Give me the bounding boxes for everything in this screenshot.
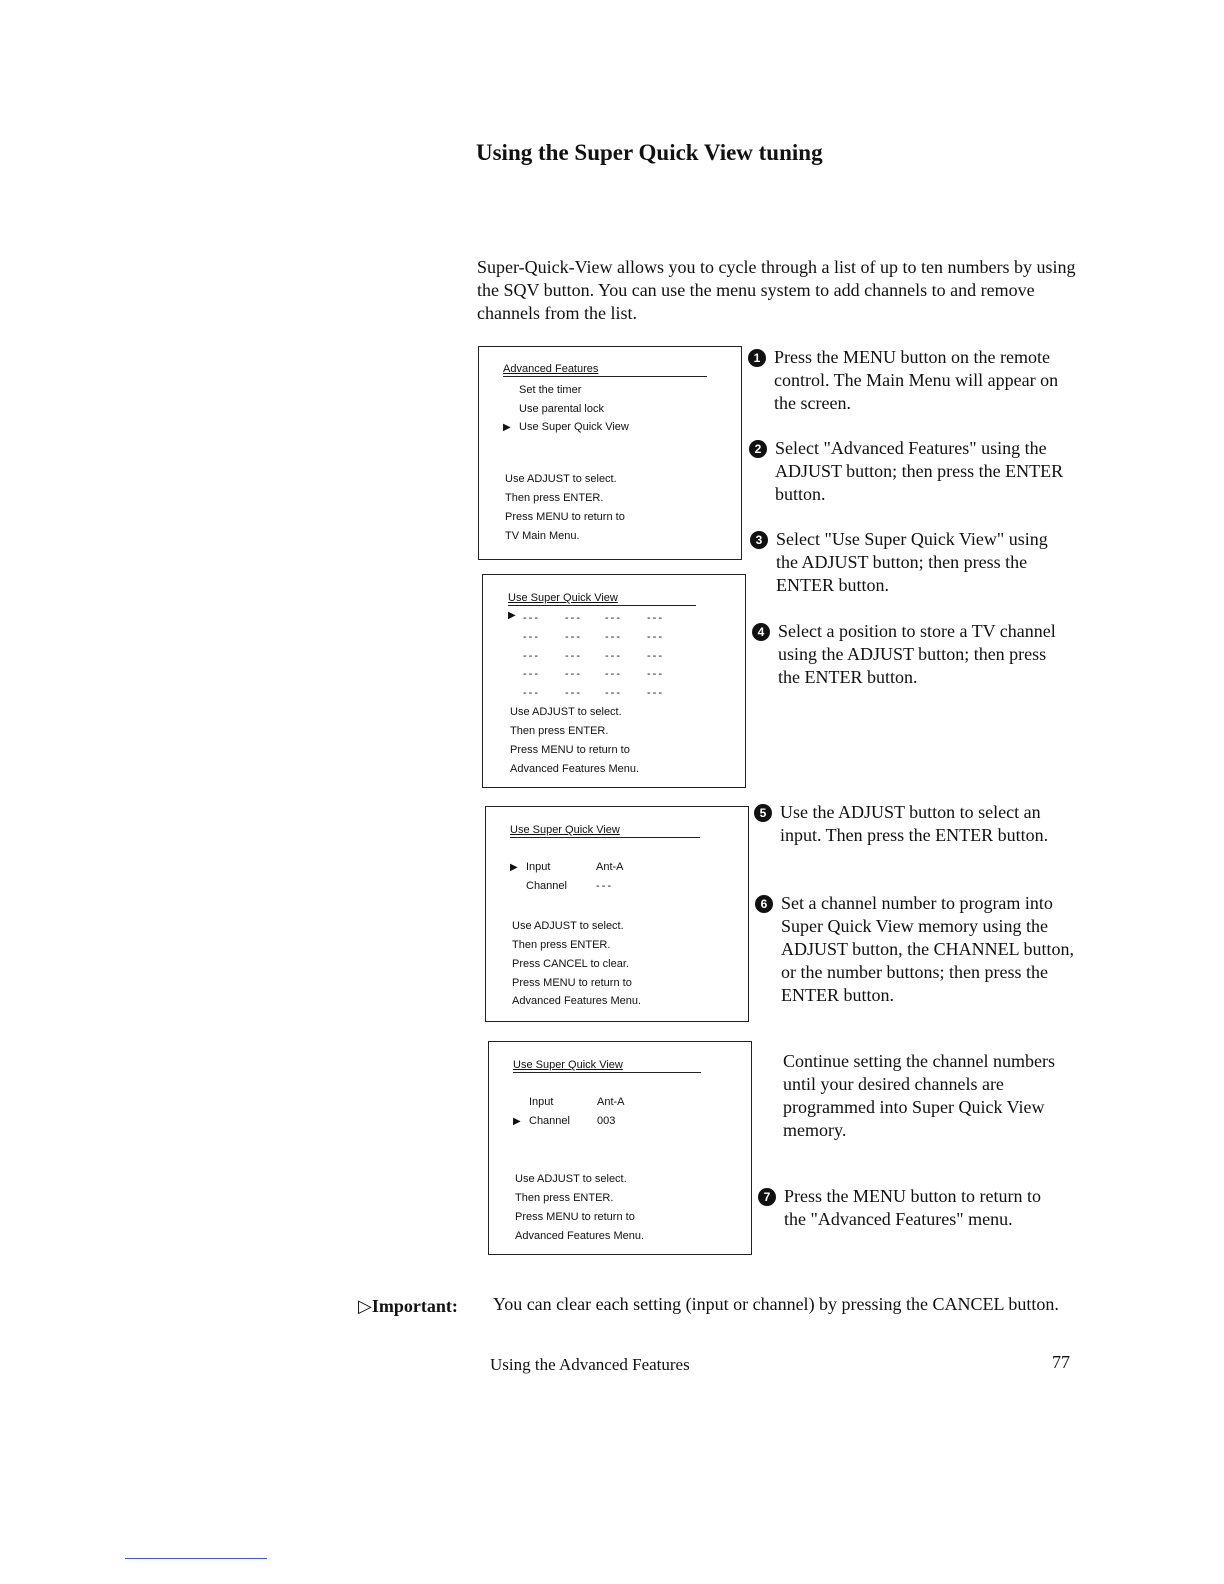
sqv-slot: --- (523, 687, 540, 699)
help-line: Press MENU to return to (512, 977, 632, 989)
sqv-slot: --- (565, 631, 582, 643)
sqv-slot: --- (605, 687, 622, 699)
screen-title: Use Super Quick View (513, 1059, 623, 1071)
input-label: Input (529, 1096, 554, 1108)
sqv-slot: --- (565, 668, 582, 680)
step-7 (763, 1185, 1054, 1231)
step-6 (760, 892, 1076, 1007)
triangle-right-icon: ▶ (508, 610, 516, 621)
help-line: Advanced Features Menu. (512, 995, 642, 1007)
page-title: Using the Super Quick View tuning (476, 140, 823, 165)
help-line: Use ADJUST to select. (505, 473, 617, 485)
sqv-slot: --- (647, 650, 664, 662)
help-line: TV Main Menu. (505, 530, 580, 542)
sqv-slot: --- (565, 612, 582, 624)
help-line: Use ADJUST to select. (512, 920, 624, 932)
step-4 (757, 620, 1063, 689)
continue-text: Continue setting the channel numbers until your desired channels are programmed into Super Quick View memory. (783, 1051, 1055, 1140)
sqv-slot: --- (647, 668, 664, 680)
sqv-slot: --- (523, 668, 540, 680)
step-3 (755, 528, 1071, 597)
sqv-slot: --- (605, 631, 622, 643)
step-text: Press the MENU button on the remote control. The Main Menu will appear on the screen. (774, 347, 1059, 413)
sqv-slot: --- (605, 650, 622, 662)
channel-value: --- (596, 880, 613, 892)
channel-value: 003 (597, 1115, 616, 1127)
step-number-icon: 2 (749, 440, 767, 458)
menu-item-super-quick-view: Use Super Quick View (519, 421, 629, 433)
screen-title: Use Super Quick View (508, 592, 618, 604)
important-text: You can clear each setting (input or channel) by pressing the CANCEL button. (493, 1294, 1059, 1314)
step-number-icon: 7 (758, 1188, 776, 1206)
screen-title: Use Super Quick View (510, 824, 620, 836)
help-line: Advanced Features Menu. (510, 763, 640, 775)
help-line: Then press ENTER. (515, 1192, 614, 1204)
input-label: Input (526, 861, 551, 873)
sqv-slot: --- (523, 612, 540, 624)
menu-screen-sqv-input (485, 806, 749, 1022)
sqv-slot: --- (647, 687, 664, 699)
sqv-slot: --- (523, 631, 540, 643)
sqv-slot: --- (523, 650, 540, 662)
sqv-slot: --- (605, 668, 622, 680)
triangle-right-icon: ▶ (513, 1116, 521, 1127)
help-line: Press MENU to return to (515, 1211, 635, 1223)
step-number-icon: 1 (748, 349, 766, 367)
step-text: Select a position to store a TV channel using the ADJUST button; then press the ENTER button. (778, 621, 1056, 687)
help-line: Advanced Features Menu. (515, 1230, 645, 1242)
step-number-icon: 4 (752, 623, 770, 641)
step-text: Set a channel number to program into Super Quick View memory using the ADJUST button, the CHANNEL button, or the number buttons; then press the ENTER button. (781, 893, 1075, 1005)
step-number-icon: 3 (750, 531, 768, 549)
divider (125, 1558, 267, 1559)
step-1 (753, 346, 1074, 415)
important-label: ▷Important: (358, 1296, 458, 1316)
step-number-icon: 5 (754, 804, 772, 822)
input-value: Ant-A (596, 861, 624, 873)
sqv-slot: --- (565, 687, 582, 699)
footer-section-title: Using the Advanced Features (490, 1355, 690, 1374)
sqv-slot: --- (647, 612, 664, 624)
sqv-slot: --- (647, 631, 664, 643)
channel-label: Channel (529, 1115, 570, 1127)
step-text: Press the MENU button to return to the "Advanced Features" menu. (784, 1186, 1041, 1229)
help-line: Then press ENTER. (505, 492, 604, 504)
help-line: Press MENU to return to (510, 744, 630, 756)
menu-item-parental-lock: Use parental lock (519, 403, 604, 415)
step-2 (754, 437, 1070, 506)
menu-screen-sqv-channel (488, 1041, 752, 1255)
help-line: Press CANCEL to clear. (512, 958, 629, 970)
triangle-right-icon: ▶ (503, 422, 511, 433)
step-text: Use the ADJUST button to select an input. Then press the ENTER button. (780, 802, 1049, 845)
intro-text: Super-Quick-View allows you to cycle through a list of up to ten numbers by using the SQV button. You can use the menu system to add channels to and remove channels from the list. (477, 257, 1076, 323)
menu-screen-sqv-grid (482, 574, 746, 788)
input-value: Ant-A (597, 1096, 625, 1108)
sqv-slot: --- (605, 612, 622, 624)
intro-paragraph (477, 256, 1077, 325)
help-line: Use ADJUST to select. (515, 1173, 627, 1185)
sqv-slot: --- (565, 650, 582, 662)
triangle-right-icon: ▶ (510, 862, 518, 873)
menu-item-timer: Set the timer (519, 384, 582, 396)
page-number: 77 (1052, 1352, 1070, 1372)
step-text: Select "Advanced Features" using the ADJUST button; then press the ENTER button. (775, 438, 1064, 504)
help-line: Then press ENTER. (512, 939, 611, 951)
step-number-icon: 6 (755, 895, 773, 913)
menu-screen-advanced-features (478, 346, 742, 560)
help-line: Then press ENTER. (510, 725, 609, 737)
channel-label: Channel (526, 880, 567, 892)
help-line: Use ADJUST to select. (510, 706, 622, 718)
step-5 (759, 801, 1075, 847)
continue-note (783, 1050, 1063, 1142)
help-line: Press MENU to return to (505, 511, 625, 523)
screen-title: Advanced Features (503, 363, 599, 375)
step-text: Select "Use Super Quick View" using the ADJUST button; then press the ENTER button. (776, 529, 1048, 595)
